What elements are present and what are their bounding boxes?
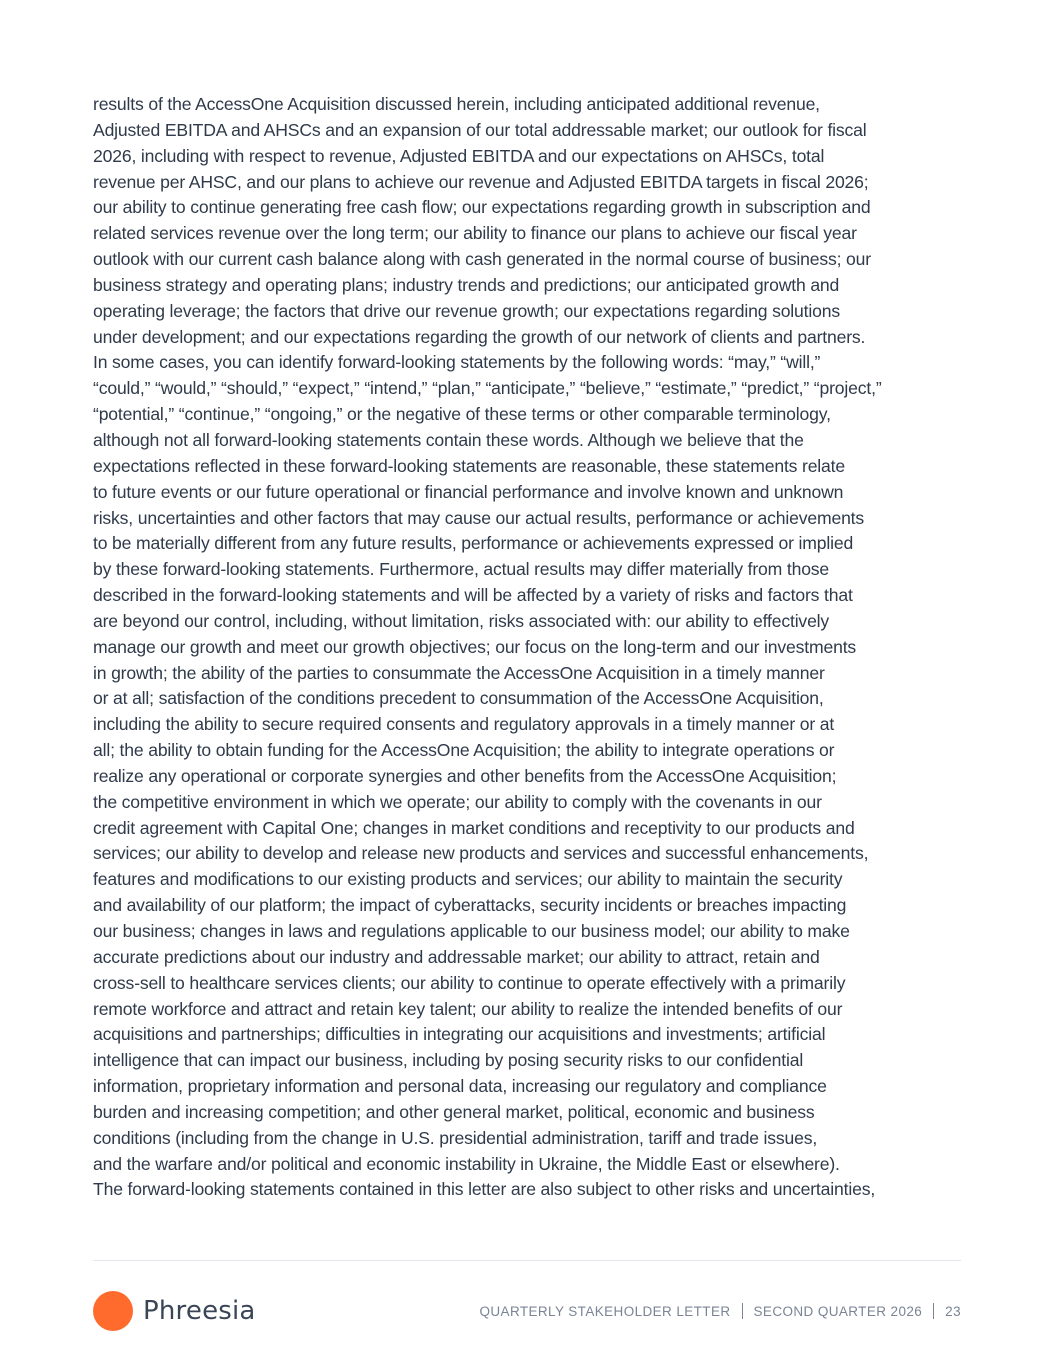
text-line: information, proprietary information and personal data, increasing our regulatory and compliance bbox=[93, 1076, 827, 1097]
footer-divider bbox=[93, 1260, 961, 1261]
page-number: 23 bbox=[945, 1303, 961, 1319]
text-line: burden and increasing competition; and other general market, political, economic and business bbox=[93, 1101, 815, 1122]
text-line: remote workforce and attract and retain key talent; our ability to realize the intended benefits of our bbox=[93, 998, 843, 1019]
text-line: In some cases, you can identify forward-looking statements by the following words: “may,” “will,” bbox=[93, 352, 821, 373]
text-line: accurate predictions about our industry and addressable market; our ability to attract, retain and bbox=[93, 946, 820, 967]
text-line: manage our growth and meet our growth objectives; our focus on the long-term and our investments bbox=[93, 636, 857, 657]
text-line: results of the AccessOne Acquisition discussed herein, including anticipated additional revenue, bbox=[93, 94, 820, 114]
text-line: to be materially different from any future results, performance or achievements expressed or implied bbox=[93, 533, 854, 554]
document-name: QUARTERLY STAKEHOLDER LETTER bbox=[479, 1303, 731, 1319]
text-line: acquisitions and partnerships; difficulties in integrating our acquisitions and investments; artificial bbox=[93, 1024, 826, 1045]
text-line: including the ability to secure required consents and regulatory approvals in a timely manner or at bbox=[93, 714, 835, 735]
text-line: Adjusted EBITDA and AHSCs and an expansion of our total addressable market; our outlook for fiscal bbox=[93, 119, 867, 140]
text-line: intelligence that can impact our business, including by posing security risks to our confidential bbox=[93, 1050, 804, 1071]
footer-separator bbox=[742, 1303, 743, 1319]
text-line: cross-sell to healthcare services clients; our ability to continue to operate effectively with a primarily bbox=[93, 972, 846, 993]
text-line: under development; and our expectations regarding the growth of our network of clients and partners. bbox=[93, 326, 866, 347]
text-line: outlook with our current cash balance along with cash generated in the normal course of business; our bbox=[93, 249, 871, 270]
text-line: expectations reflected in these forward-looking statements are reasonable, these statements relate bbox=[93, 455, 845, 476]
text-line: conditions (including from the change in U.S. presidential administration, tariff and trade issues, bbox=[93, 1127, 818, 1148]
text-line: or at all; satisfaction of the conditions precedent to consummation of the AccessOne Acquisition, bbox=[93, 688, 824, 709]
text-line: our ability to continue generating free cash flow; our expectations regarding growth in subscription and bbox=[93, 197, 871, 218]
text-line: services; our ability to develop and release new products and services and successful enhancements, bbox=[93, 843, 869, 864]
text-line: The forward-looking statements contained in this letter are also subject to other risks and uncertainties, bbox=[93, 1179, 876, 1200]
logo-text: Phreesia bbox=[143, 1296, 256, 1326]
phreesia-logo bbox=[93, 1290, 256, 1332]
text-line: features and modifications to our existing products and services; our ability to maintain the security bbox=[93, 869, 843, 890]
period-label: SECOND QUARTER 2026 bbox=[753, 1303, 923, 1319]
footer-meta bbox=[480, 1290, 962, 1332]
text-line: 2026, including with respect to revenue, Adjusted EBITDA and our expectations on AHSCs, total bbox=[93, 145, 825, 166]
body-text bbox=[93, 92, 963, 1203]
text-line: our business; changes in laws and regulations applicable to our business model; our ability to make bbox=[93, 921, 850, 941]
text-line: business strategy and operating plans; industry trends and predictions; our anticipated growth and bbox=[93, 274, 840, 295]
text-line: all; the ability to obtain funding for the AccessOne Acquisition; the ability to integrate operations or bbox=[93, 740, 835, 761]
text-line: and the warfare and/or political and economic instability in Ukraine, the Middle East or elsewhere). bbox=[93, 1153, 840, 1174]
text-line: realize any operational or corporate synergies and other benefits from the AccessOne Acquisition; bbox=[93, 765, 837, 786]
text-line: the competitive environment in which we operate; our ability to comply with the covenants in our bbox=[93, 791, 822, 812]
text-line: and availability of our platform; the impact of cyberattacks, security incidents or breaches impacting bbox=[93, 895, 847, 916]
text-line: credit agreement with Capital One; changes in market conditions and receptivity to our products and bbox=[93, 817, 855, 838]
text-line: in growth; the ability of the parties to consummate the AccessOne Acquisition in a timely manner bbox=[93, 662, 825, 683]
text-line: although not all forward-looking statements contain these words. Although we believe that the bbox=[93, 429, 804, 450]
text-line: “potential,” “continue,” “ongoing,” or the negative of these terms or other comparable terminology, bbox=[93, 404, 831, 425]
text-line: described in the forward-looking statements and will be affected by a variety of risks and factors that bbox=[93, 585, 853, 606]
text-line: to future events or our future operational or financial performance and involve known and unknown bbox=[93, 481, 844, 502]
footer-separator bbox=[933, 1303, 934, 1319]
page-footer bbox=[93, 1290, 961, 1332]
text-line: operating leverage; the factors that drive our revenue growth; our expectations regarding solutions bbox=[93, 300, 840, 321]
text-line: related services revenue over the long term; our ability to finance our plans to achieve our fiscal year bbox=[93, 223, 857, 244]
text-line: revenue per AHSC, and our plans to achieve our revenue and Adjusted EBITDA targets in fiscal 2026; bbox=[93, 171, 869, 192]
logo-circle-icon bbox=[93, 1291, 133, 1331]
text-line: risks, uncertainties and other factors that may cause our actual results, performance or achievements bbox=[93, 507, 865, 528]
text-line: “could,” “would,” “should,” “expect,” “intend,” “plan,” “anticipate,” “believe,” “estimate,” “predict,” “project,” bbox=[93, 378, 882, 399]
text-line: by these forward-looking statements. Furthermore, actual results may differ materially from those bbox=[93, 559, 830, 580]
text-line: are beyond our control, including, without limitation, risks associated with: our ability to effectively bbox=[93, 610, 830, 631]
